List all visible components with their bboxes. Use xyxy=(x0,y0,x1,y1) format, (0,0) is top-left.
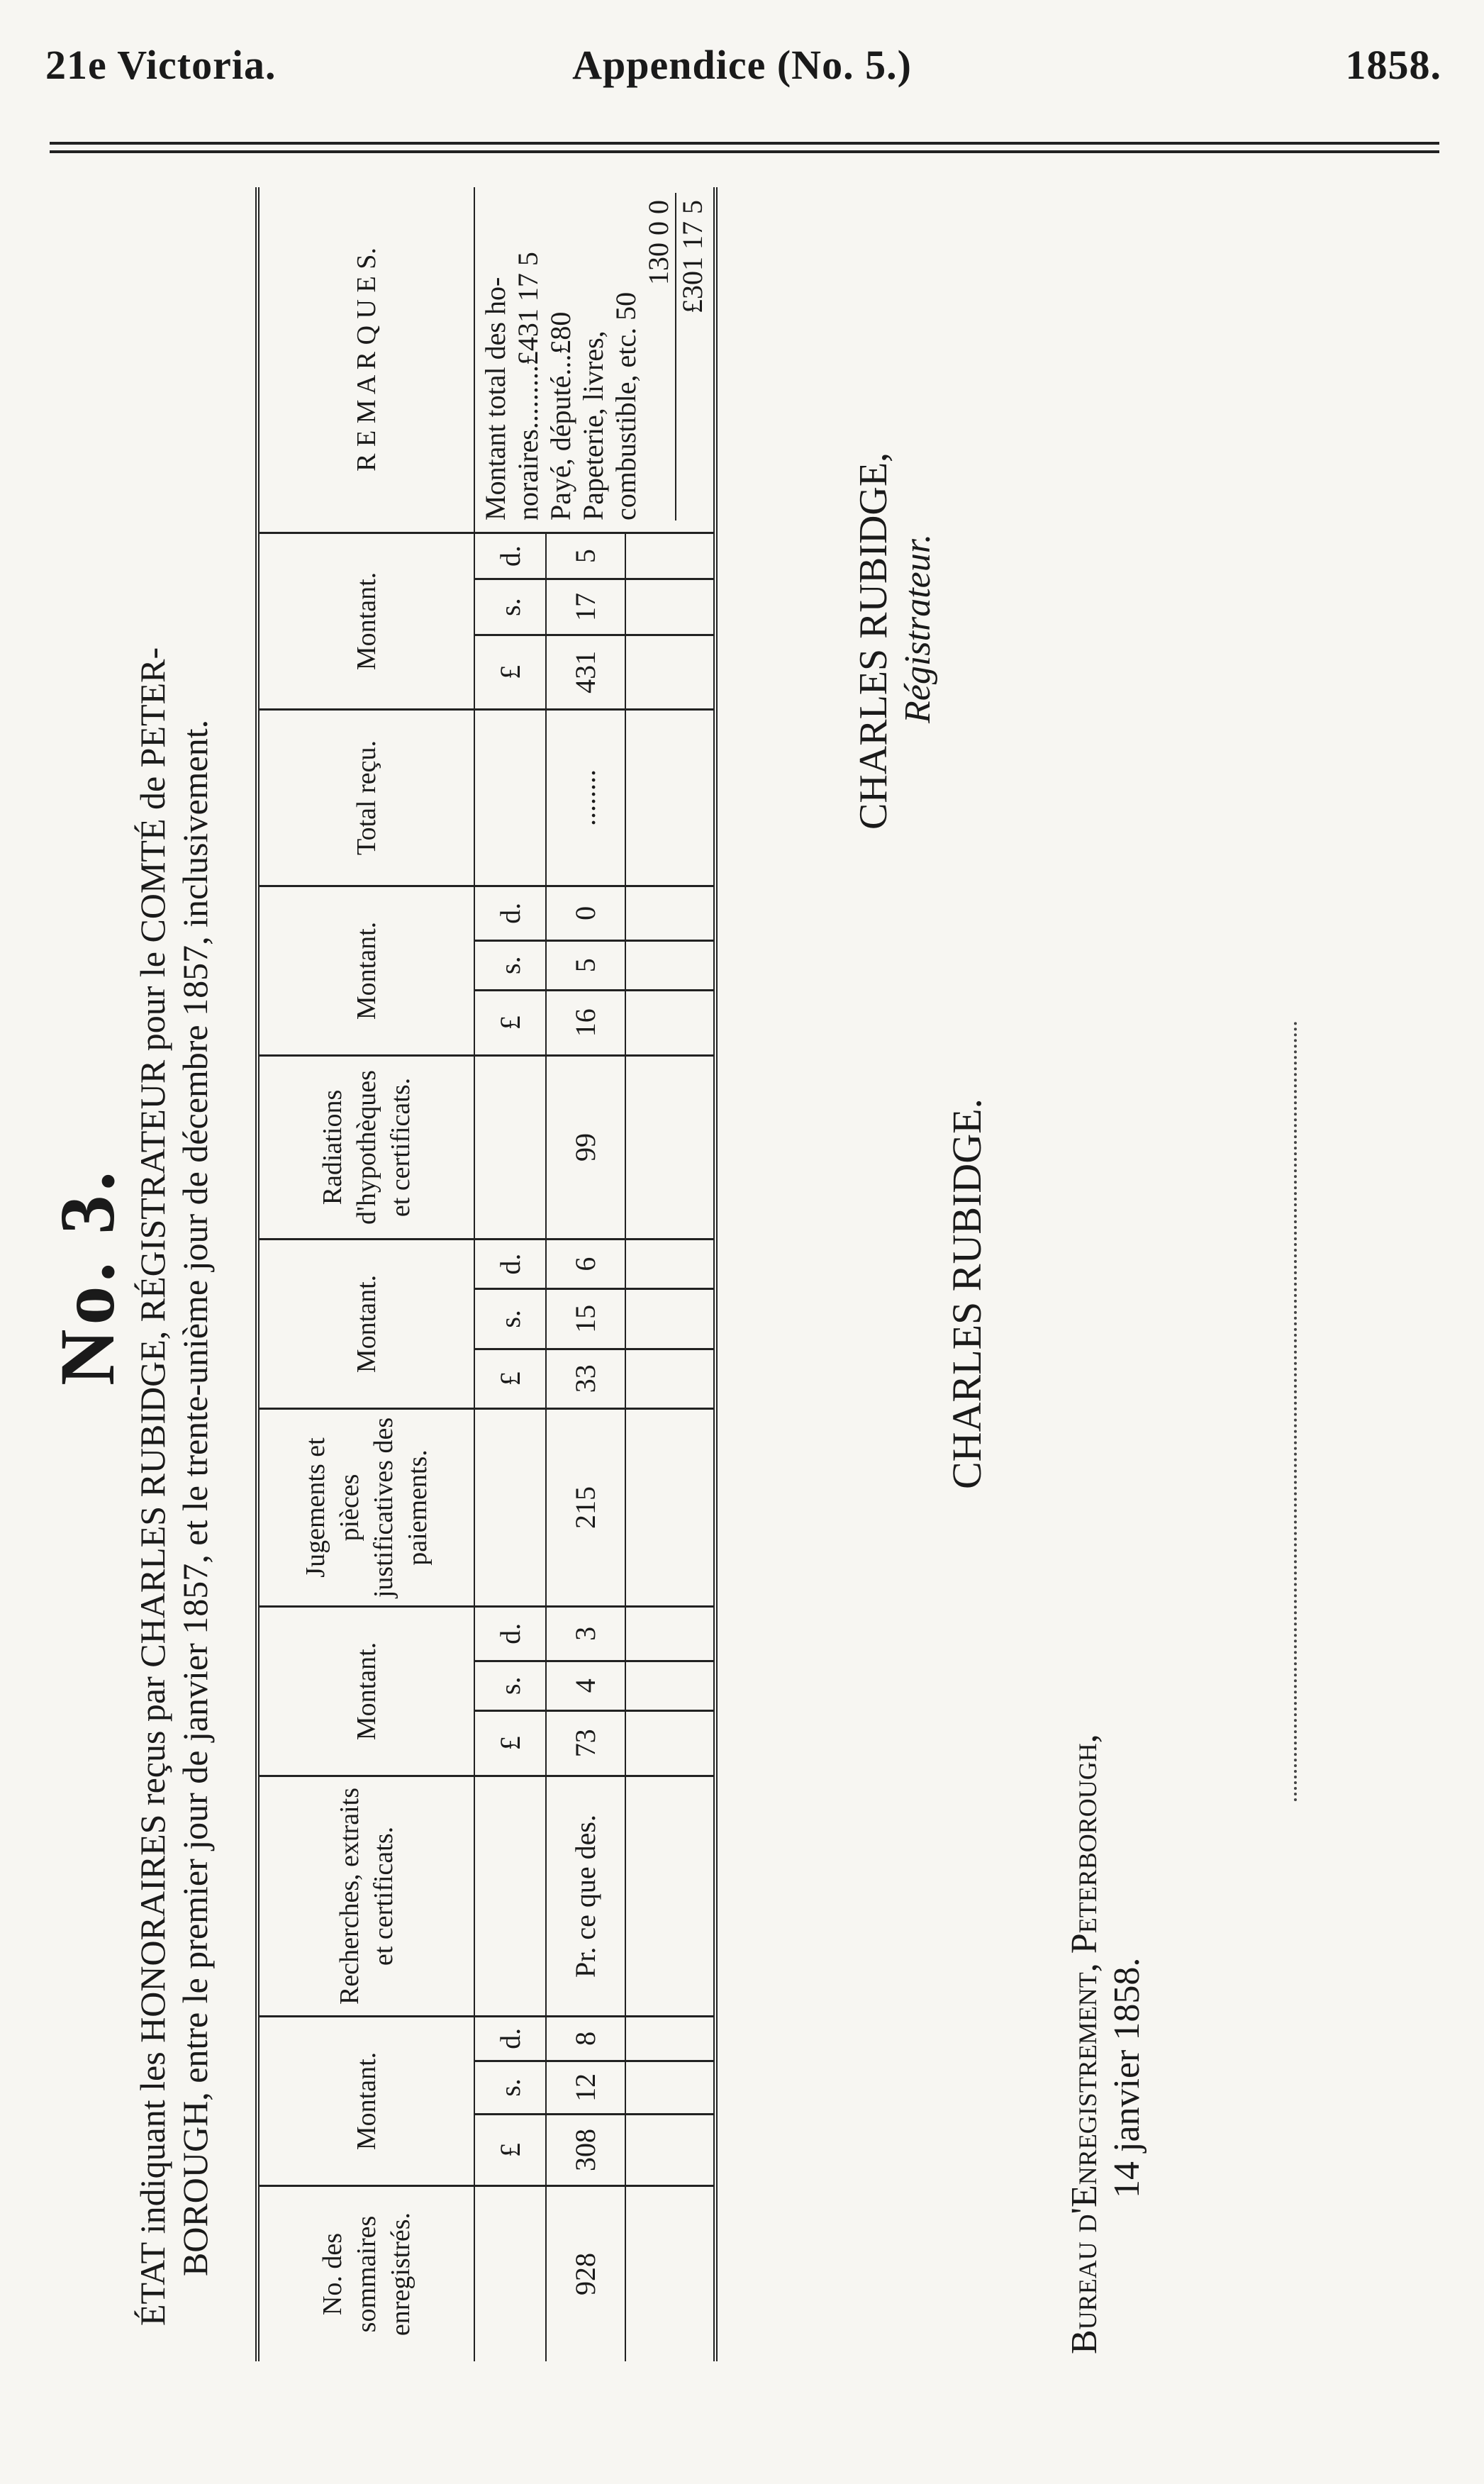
cell-m1-s: 12 xyxy=(546,2061,626,2114)
cell-m3-d: 6 xyxy=(546,1240,626,1289)
col-montant-3: Montant. xyxy=(257,1240,474,1409)
signature-name: CHARLES RUBIDGE, xyxy=(852,452,896,830)
cell-total: ........ xyxy=(546,710,626,886)
cell-m2-l: 73 xyxy=(546,1710,626,1776)
header-right: 1858. xyxy=(1345,42,1441,88)
cell-m4-l: 16 xyxy=(546,990,626,1055)
cell-recherches: Pr. ce que des. xyxy=(546,1776,626,2017)
unit-pound: £ xyxy=(474,1349,546,1408)
unit-shilling: s. xyxy=(474,579,546,635)
col-total: Total reçu. xyxy=(257,710,474,886)
cell-m5-l: 431 xyxy=(546,635,626,709)
col-montant-5: Montant. xyxy=(257,533,474,710)
cell-m2-d: 3 xyxy=(546,1607,626,1661)
unit-pence: d. xyxy=(474,886,546,941)
col-recherches: Recherches, extraits et certificats. xyxy=(257,1776,474,2017)
cell-m3-l: 33 xyxy=(546,1349,626,1408)
table-header-row xyxy=(257,187,474,2361)
cell-m4-s: 5 xyxy=(546,940,626,990)
unit-shilling: s. xyxy=(474,2061,546,2114)
title-line-2: BOROUGH, entre le premier jour de janvier 1857, et le trente-unième jour de décembre 1857, inclusivement. xyxy=(175,719,215,2276)
cell-m1-l: 308 xyxy=(546,2115,626,2186)
cell-m5-s: 17 xyxy=(546,579,626,635)
signature-role: Régistrateur. xyxy=(898,533,938,723)
signature-large: CHARLES RUBIDGE. xyxy=(944,1098,990,1489)
header-left: 21e Victoria. xyxy=(45,42,277,88)
rotated-document xyxy=(0,142,1347,2411)
unit-pence: d. xyxy=(474,1607,546,1661)
unit-pence: d. xyxy=(474,2017,546,2061)
fees-table xyxy=(255,187,718,2361)
unit-shilling: s. xyxy=(474,1661,546,1710)
col-remarques: R E M A R Q U E S. xyxy=(257,187,474,533)
remarques-line: noraires.........£431 17 5 xyxy=(512,252,544,520)
unit-pound: £ xyxy=(474,635,546,709)
cell-jugements: 215 xyxy=(546,1409,626,1607)
bureau-line-2: 14 janvier 1858. xyxy=(1107,1957,1147,2198)
unit-pence: d. xyxy=(474,533,546,579)
cell-sommaires: 928 xyxy=(546,2186,626,2362)
unit-pound: £ xyxy=(474,990,546,1055)
col-montant-1: Montant. xyxy=(257,2017,474,2186)
col-montant-4: Montant. xyxy=(257,886,474,1056)
remarques-line: Montant total des ho- xyxy=(479,277,511,520)
cell-radiations: 99 xyxy=(546,1056,626,1240)
remarques-subtotal: 130 0 0 xyxy=(642,193,676,520)
remarques-line: Payé, député...£80 xyxy=(545,311,576,520)
unit-pound: £ xyxy=(474,1710,546,1776)
col-jugements: Jugements et pièces justificatives des paiements. xyxy=(257,1409,474,1607)
divider-wavy xyxy=(1294,1021,1297,1801)
cell-m4-d: 0 xyxy=(546,886,626,941)
unit-pound: £ xyxy=(474,2115,546,2186)
cell-m1-d: 8 xyxy=(546,2017,626,2061)
cell-m3-s: 15 xyxy=(546,1289,626,1349)
unit-shilling: s. xyxy=(474,1289,546,1349)
document-number: No. 3. xyxy=(44,1167,130,1386)
col-sommaires: No. des sommaires enregistrés. xyxy=(318,2212,415,2337)
bureau-line-1: Bureau d'Enregistrement, Peterborough, xyxy=(1064,1734,1105,2354)
cell-m2-s: 4 xyxy=(546,1661,626,1710)
unit-pence: d. xyxy=(474,1240,546,1289)
document-title xyxy=(131,269,216,2326)
title-line-1: ÉTAT indiquant les HONORAIRES reçus par CHARLES RUBIDGE, RÉGISTRATEUR pour le COMTÉ de PETER- xyxy=(133,647,172,2326)
unit-shilling: s. xyxy=(474,940,546,990)
header-center: Appendice (No. 5.) xyxy=(572,42,912,88)
units-row xyxy=(474,187,546,2361)
cell-m5-d: 5 xyxy=(546,533,626,579)
remarques-cell xyxy=(474,187,715,533)
col-montant-2: Montant. xyxy=(257,1607,474,1776)
remarques-line: combustible, etc. 50 xyxy=(610,291,642,520)
remarques-net-total: £301 17 5 xyxy=(676,200,708,313)
remarques-line: Papeterie, livres, xyxy=(577,330,609,520)
col-radiations: Radiations d'hypothèques et certificats. xyxy=(257,1056,474,1240)
